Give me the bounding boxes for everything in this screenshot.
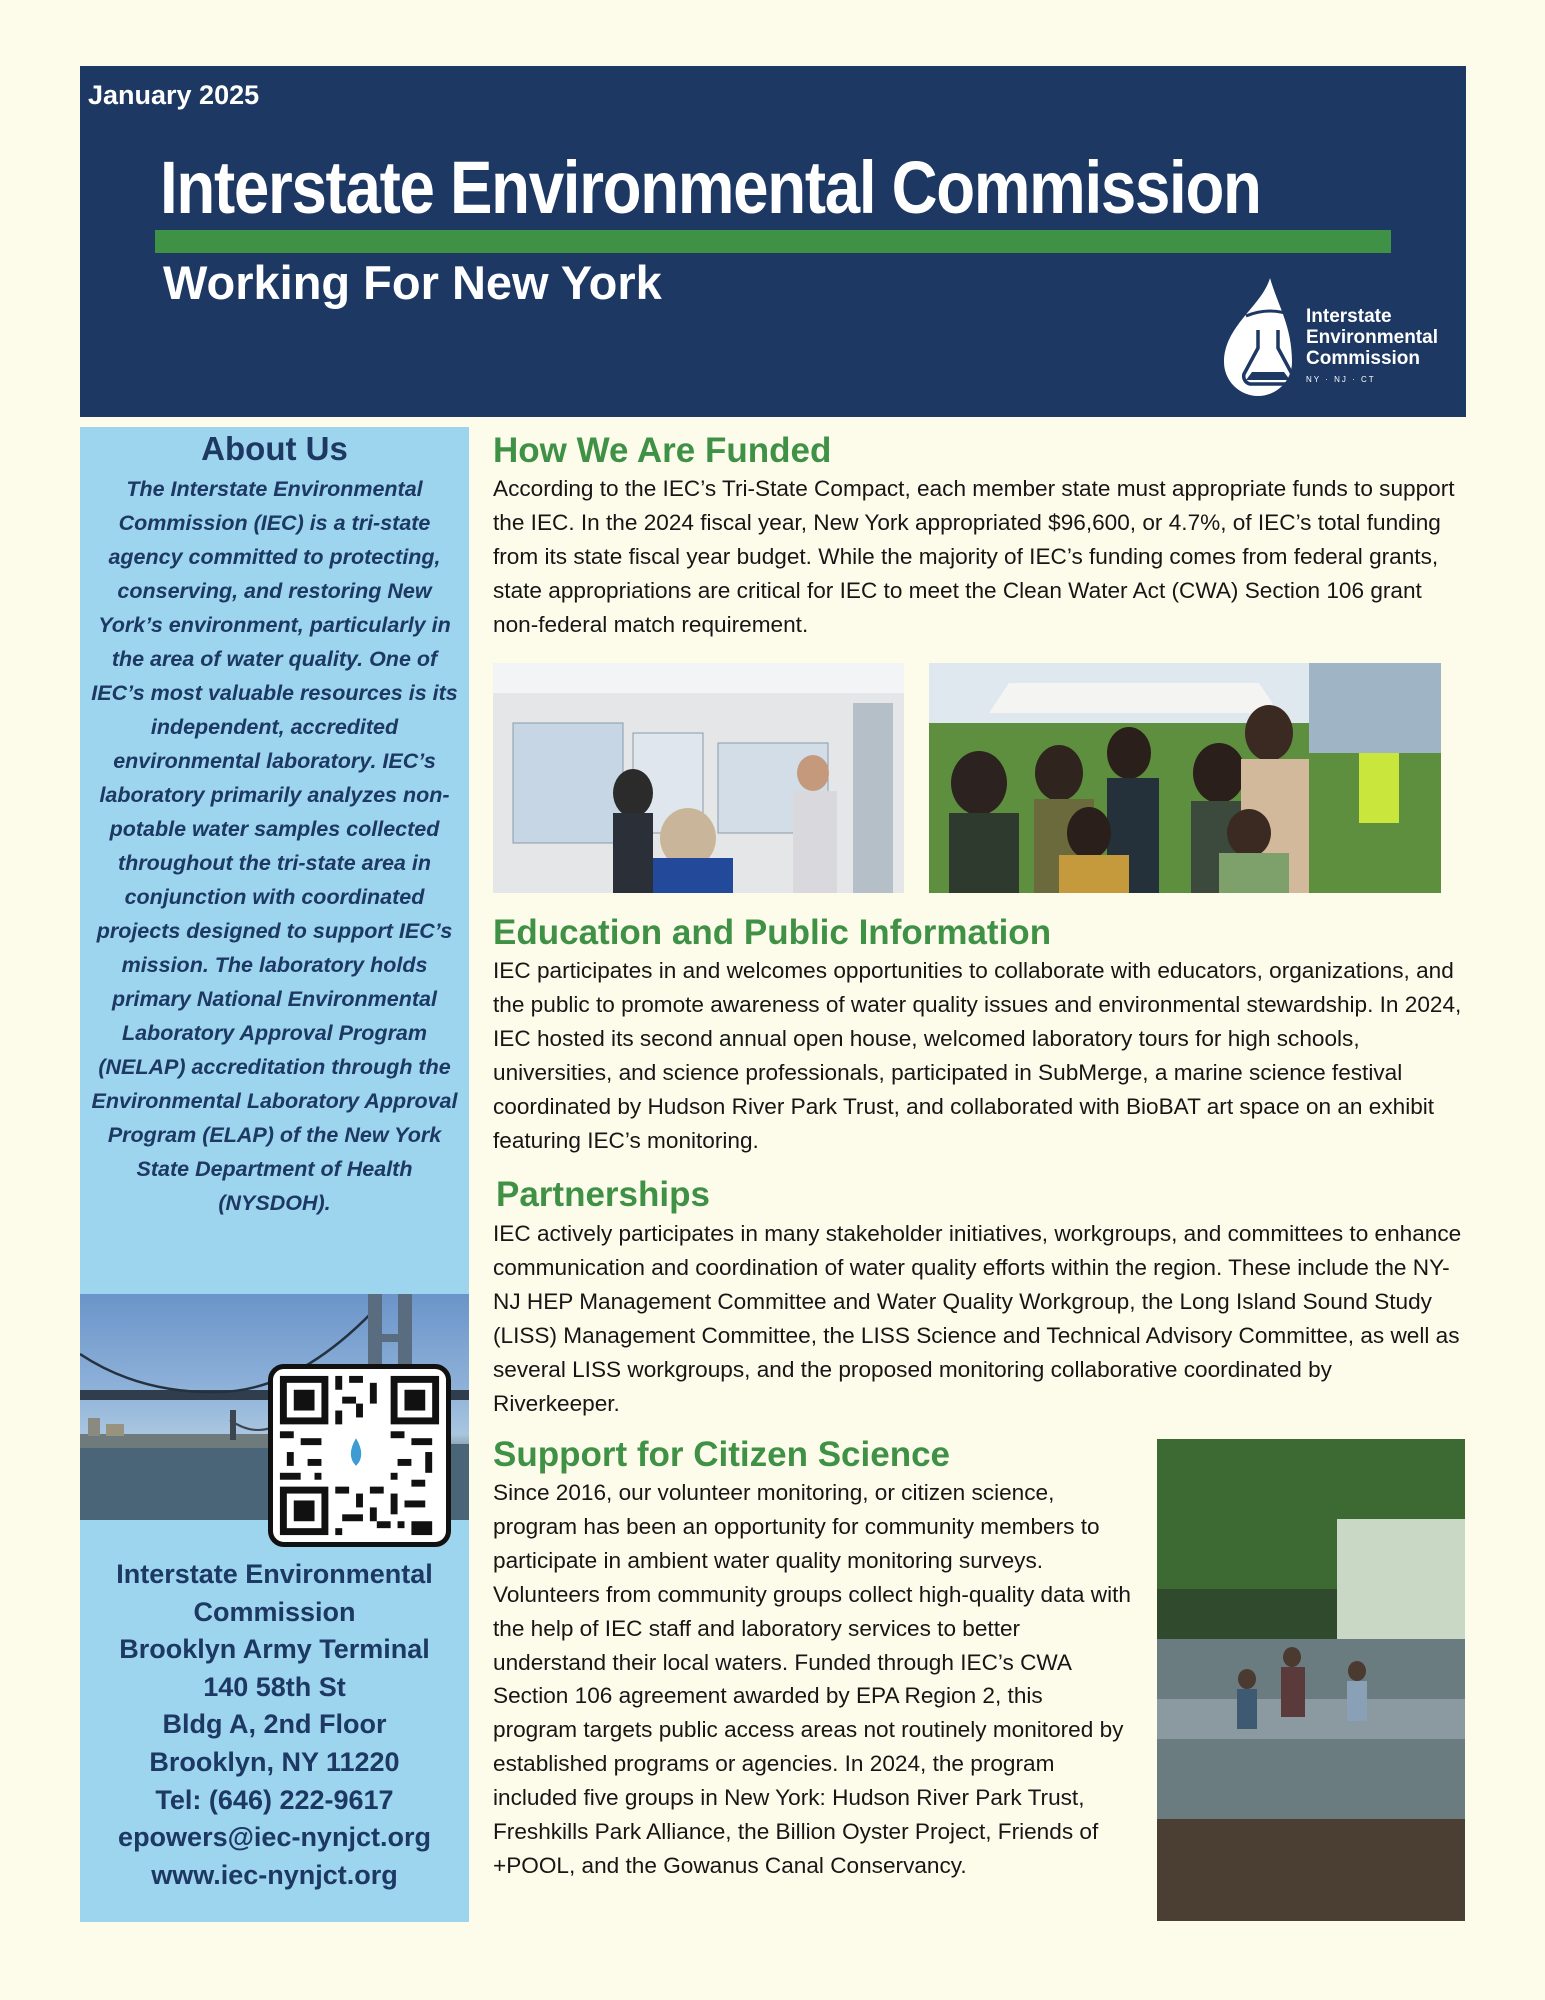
logo-wordmark <box>1306 306 1438 390</box>
festival-scene-illustration <box>929 663 1441 893</box>
issue-date: January 2025 <box>88 80 260 110</box>
contact-website[interactable]: www.iec-nynjct.org <box>151 1859 398 1890</box>
lab-scene-illustration <box>493 663 904 893</box>
lab-open-house-photo <box>493 663 904 893</box>
education-text: IEC participates in and welcomes opportunities to collaborate with educators, organizations, and the public to promote awareness of water quality issues and environmental stewardship. In 2024, IEC hosted its second annual open house, welcomed laboratory tours for high schools, universities, and science professionals, participated in SubMerge, a marine science festival coordinated by Hudson River Park Trust, and collaborated with BioBAT art space on an exhibit featuring IEC’s monitoring. <box>493 958 1462 1153</box>
funded-text: According to the IEC’s Tri-State Compact, each member state must appropriate funds to support the IEC. In the 2024 fiscal year, New York appropriated $96,600, or 4.7%, of IEC’s total funding from its state fiscal year budget. While the majority of IEC’s funding comes from federal grants, state appropriations are critical for IEC to meet the Clean Water Act (CWA) Section 106 grant non-federal match requirement. <box>493 476 1455 637</box>
river-scene-illustration <box>1157 1439 1465 1921</box>
logo-line-3: Commission <box>1306 348 1421 369</box>
contact-org-1: Interstate Environmental <box>116 1559 433 1589</box>
partnerships-text: IEC actively participates in many stakeholder initiatives, workgroups, and committees to enhance communication and coordination of water quality efforts within the region. These include the NY-NJ HEP Management Committee and Water Quality Workgroup, the Long Island Sound Study (LISS) Management Committee, the LISS Science and Technical Advisory Committee, as well as several LISS workgroups, and the proposed monitoring collaborative coordinated by Riverkeeper. <box>493 1221 1462 1416</box>
logo-line-2: Environmental <box>1306 327 1438 348</box>
qr-code-pattern <box>273 1369 446 1542</box>
contact-city: Brooklyn, NY 11220 <box>149 1746 400 1777</box>
qr-code[interactable] <box>268 1364 451 1547</box>
citizen-heading: Support for Citizen Science <box>493 1435 950 1474</box>
contact-org-2: Commission <box>193 1596 356 1627</box>
about-heading: About Us <box>201 430 348 467</box>
logo-states: NY · NJ · CT <box>1306 375 1376 384</box>
citizen-text: Since 2016, our volunteer monitoring, or citizen science, program has been an opportunity for community members to participate in ambient water quality monitoring surveys. Volunteers from community groups collect high-quality data with the help of IEC staff and laboratory services to better understand their local waters. Funded through IEC’s CWA Section 106 agreement awarded by EPA Region 2, this program targets public access areas not routinely monitored by established programs or agencies. In 2024, the program included five groups in New York: Hudson River Park Trust, Freshkills Park Alliance, the Billion Oyster Project, Friends of +POOL, and the Gowanus Canal Conservancy. <box>493 1480 1131 1878</box>
funded-heading: How We Are Funded <box>493 431 832 470</box>
page-subtitle: Working For New York <box>163 256 662 309</box>
submerge-festival-photo <box>929 663 1441 893</box>
contact-email[interactable]: epowers@iec-nynjct.org <box>118 1822 431 1853</box>
partnerships-heading: Partnerships <box>496 1175 710 1214</box>
contact-street: 140 58th St <box>203 1671 346 1702</box>
contact-phone[interactable]: Tel: (646) 222-9617 <box>155 1784 394 1815</box>
title-underline <box>155 230 1391 253</box>
contact-building: Brooklyn Army Terminal <box>119 1634 430 1665</box>
citizen-science-photo <box>1157 1439 1465 1921</box>
about-text: The Interstate Environmental Commission (IEC) is a tri-state agency committed to protecting, conserving, and restoring New York’s environment, particularly in the area of water quality. One of IEC’s most valuable resources is its independent, accredited environmental laboratory. IEC’s laboratory primarily analyzes non-potable water samples collected throughout the tri-state area in conjunction with coordinated projects designed to support IEC’s mission. The laboratory holds primary National Environmental Laboratory Approval Program (NELAP) accreditation through the Environmental Laboratory Approval Program (ELAP) of the New York State Department of Health (NYSDOH). <box>91 477 458 1215</box>
logo-line-1: Interstate <box>1306 306 1392 327</box>
contact-block <box>80 1556 469 1894</box>
page-title: Interstate Environmental Commission <box>160 146 1261 229</box>
contact-floor: Bldg A, 2nd Floor <box>162 1709 387 1740</box>
education-heading: Education and Public Information <box>493 913 1052 952</box>
